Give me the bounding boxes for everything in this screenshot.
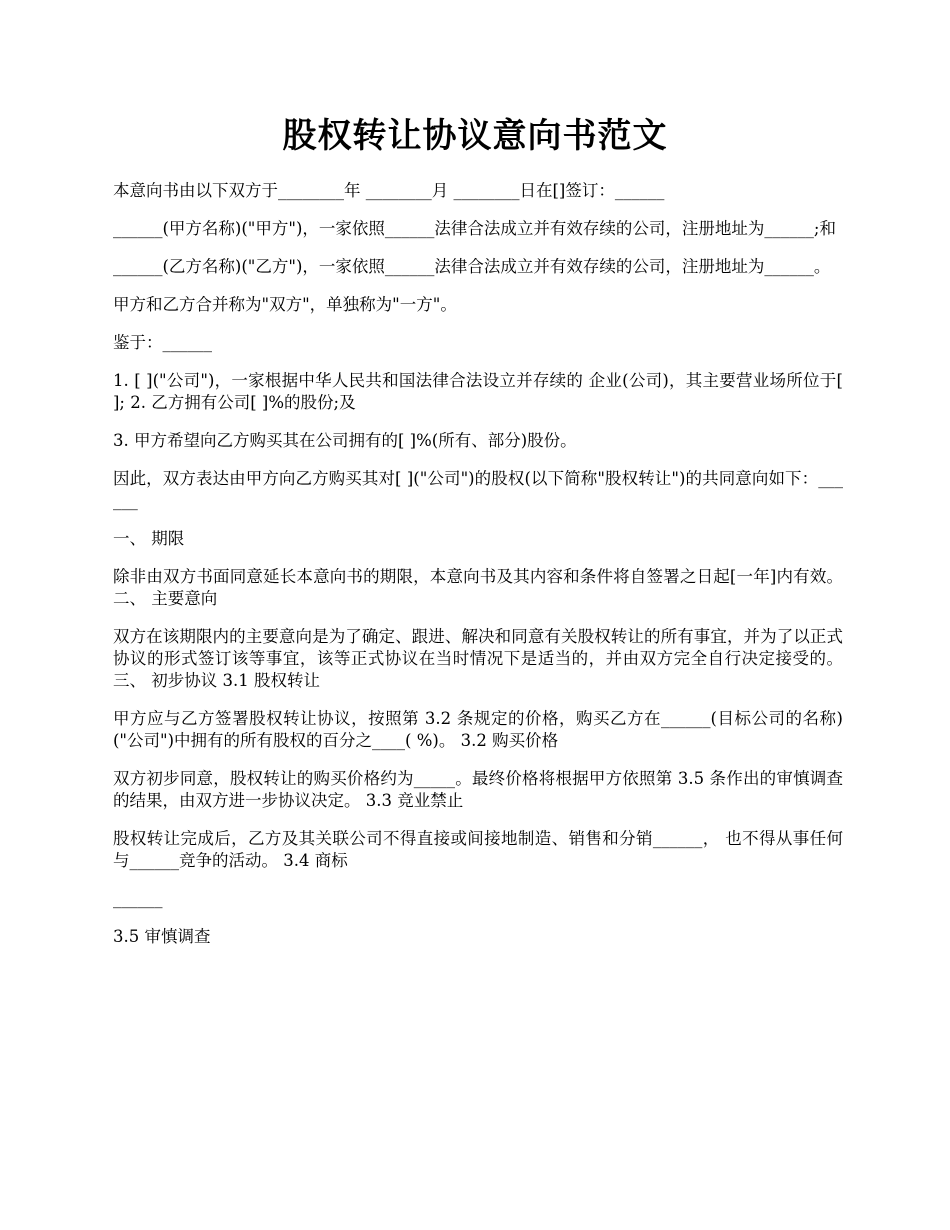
paragraph-trademark-blank: ______ [113,889,163,908]
section-heading-due-diligence: 3.5 审慎调查 [113,927,211,946]
document-body [113,180,843,964]
paragraph-purchase-price: 双方初步同意，股权转让的购买价格约为_____。最终价格将根据甲方依照第 3.5 条作出的审慎调查的结果，由双方进一步协议决定。 3.3 竞业禁止 [113,769,843,810]
paragraph-whereas: 鉴于：______ [113,333,212,352]
paragraph-term: 除非由双方书面同意延长本意向书的期限，本意向书及其内容和条件将自签署之日起[一年]内有效。 二、 主要意向 [113,567,843,608]
document-title: 股权转让协议意向书范文 [282,116,668,156]
paragraph-party-b: ______(乙方名称)("乙方")，一家依照______法律合法成立并有效存续的公司，注册地址为______。 [113,257,831,276]
paragraph-non-compete: 股权转让完成后，乙方及其关联公司不得直接或间接地制造、销售和分销______， 也不得从事任何与______竞争的活动。 3.4 商标 [113,829,843,870]
paragraph-main-intent: 双方在该期限内的主要意向是为了确定、跟进、解决和同意有关股权转让的所有事宜，并为了以正式协议的形式签订该等事宜，该等正式协议在当时情况下是适当的，并由双方完全自行决定接受的。 三、 初步协议 3.1 股权转让 [113,627,843,690]
paragraph-party-a: ______(甲方名称)("甲方")，一家依照______法律合法成立并有效存续的公司，注册地址为______;和 [113,219,836,238]
paragraph-recital-3: 3. 甲方希望向乙方购买其在公司拥有的[ ]%(所有、部分)股份。 [113,431,577,450]
section-heading-term: 一、 期限 [113,529,185,548]
paragraph-parties-definition: 甲方和乙方合并称为"双方"，单独称为"一方"。 [113,295,457,314]
paragraph-signing-date: 本意向书由以下双方于________年 ________月 ________日在[]签订：______ [113,181,665,200]
paragraph-recital-1-2: 1. [ ]("公司")，一家根据中华人民共和国法律合法设立并存续的 企业(公司)，其主要营业场所位于[ ]; 2. 乙方拥有公司[ ]%的股份;及 [113,371,843,412]
paragraph-equity-transfer: 甲方应与乙方签署股权转让协议，按照第 3.2 条规定的价格，购买乙方在______(目标公司的名称)("公司")中拥有的所有股权的百分之____( %)。 3.2 购买价格 [113,709,843,750]
paragraph-intent-statement: 因此，双方表达由甲方向乙方购买其对[ ]("公司")的股权(以下简称"股权转让")的共同意向如下：______ [113,469,843,510]
